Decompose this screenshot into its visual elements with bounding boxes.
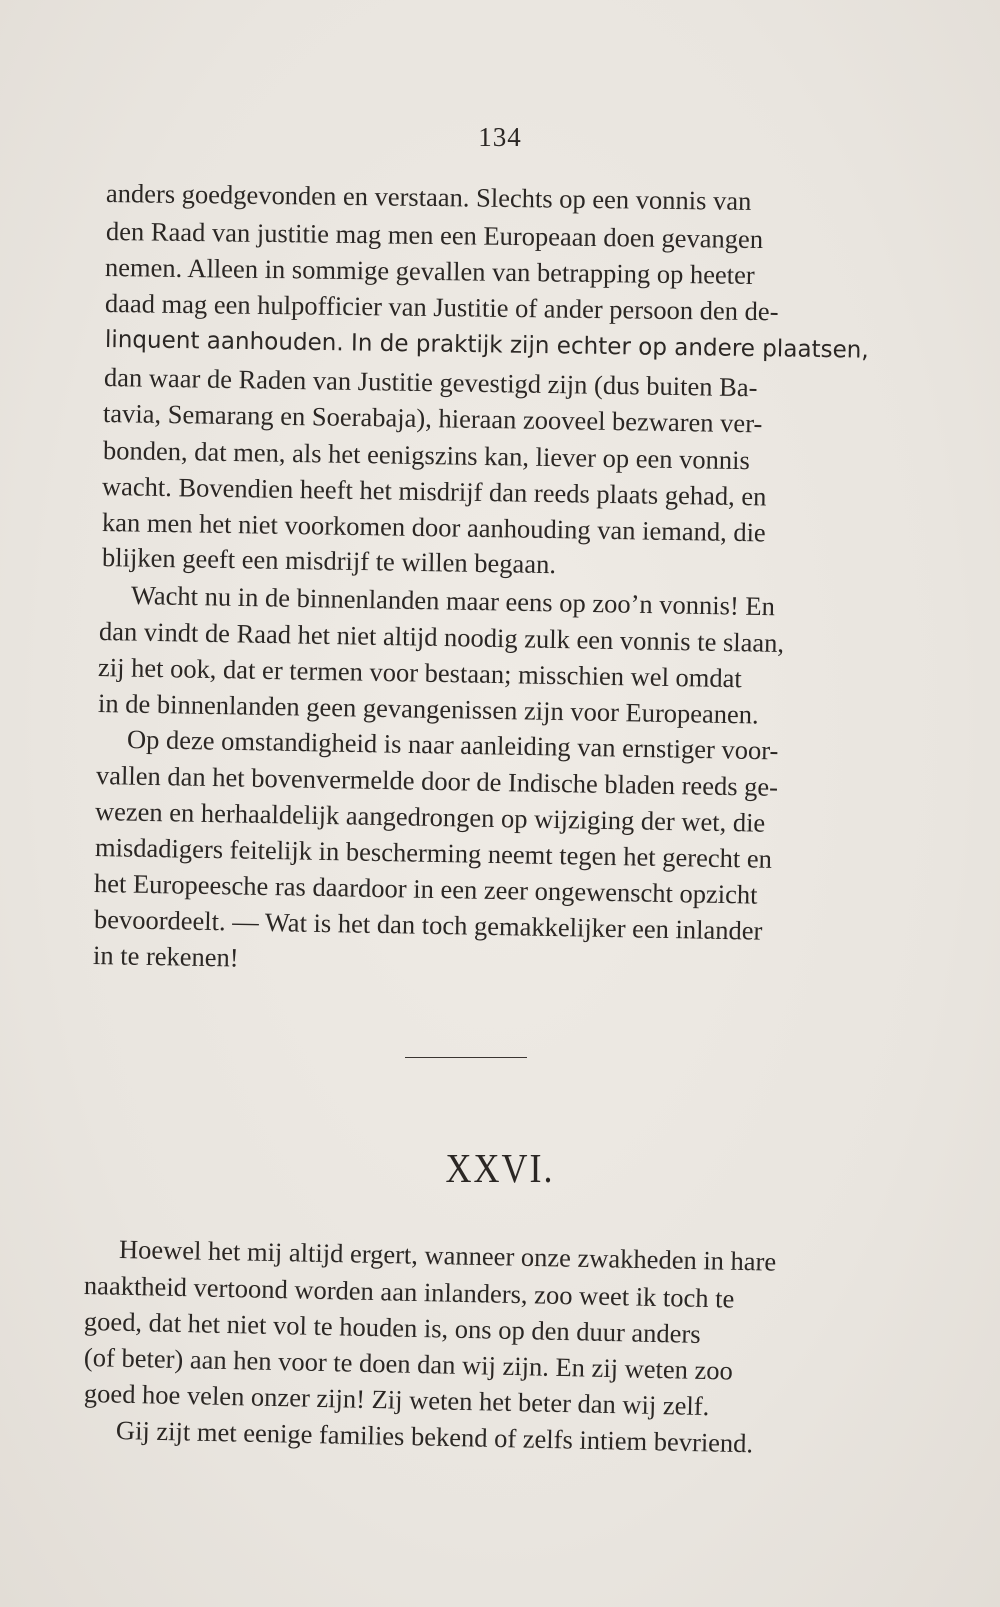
text-line: tavia, Semarang en Soerabaja), hieraan zooveel bezwaren ver- <box>102 398 763 439</box>
text-line: daad mag een hulpofficier van Justitie of ander persoon den de- <box>104 288 779 327</box>
text-line: nemen. Alleen in sommige gevallen van betrapping op heeter <box>104 252 755 290</box>
text-line: bonden, dat men, als het eenigszins kan, liever op een vonnis <box>102 435 751 476</box>
text-line: dan vindt de Raad het niet altijd noodig zulk een vonnis te slaan, <box>98 616 785 658</box>
text-line: naaktheid vertoond worden aan inlanders, zoo weet ik toch te <box>83 1270 735 1314</box>
text-line: goed hoe velen onzer zijn! Zij weten het beter dan wij zelf. <box>83 1378 710 1422</box>
text-line: in te rekenen! <box>92 940 239 973</box>
text-line: Op deze omstandigheid is naar aanleiding van ernstiger voor- <box>126 724 779 766</box>
text-line: blijken geeft een misdrijf te willen begaan. <box>101 542 557 580</box>
text-line: zij het ook, dat er termen voor bestaan; misschien wel omdat <box>97 652 743 694</box>
text-line: dan waar de Raden van Justitie gevestigd zijn (dus buiten Ba- <box>103 362 758 403</box>
text-line: goed, dat het niet vol te houden is, ons op den duur anders <box>83 1306 701 1349</box>
text-line: Gij zijt met eenige families bekend of zelfs intiem bevriend. <box>115 1415 754 1459</box>
text-line: (of beter) aan hen voor te doen dan wij zijn. En zij weten zoo <box>83 1342 734 1386</box>
text-line: kan men het niet voorkomen door aanhouding van iemand, die <box>101 507 766 548</box>
text-line: wacht. Bovendien heeft het misdrijf dan reeds plaats gehad, en <box>101 471 767 512</box>
text-line: Wacht nu in de binnenlanden maar eens op zoo’n vonnis! En <box>130 580 776 622</box>
text-line: linquent aanhouden. In de praktijk zijn echter op andere plaatsen, <box>104 325 869 364</box>
text-line: Hoewel het mij altijd ergert, wanneer onze zwakheden in hare <box>118 1234 777 1277</box>
section-divider <box>405 1057 527 1058</box>
text-line: in de binnenlanden geen gevangenissen zijn voor Europeanen. <box>97 688 759 730</box>
text-line: misdadigers feitelijk in bescherming neemt tegen het gerecht en <box>94 832 773 874</box>
text-line: het Europeesche ras daardoor in een zeer ongewenscht opzicht <box>93 868 758 910</box>
text-line: wezen en herhaaldelijk aangedrongen op wijziging der wet, die <box>94 796 766 838</box>
text-line: den Raad van justitie mag men een Europeaan doen gevangen <box>105 216 764 255</box>
text-line: vallen dan het bovenvermelde door de Indische bladen reeds ge- <box>95 760 779 802</box>
text-line: bevoordeelt. — Wat is het dan toch gemakkelijker een inlander <box>93 904 763 946</box>
chapter-heading: XXVI. <box>445 1145 555 1191</box>
text-line: anders goedgevonden en verstaan. Slechts op een vonnis van <box>105 178 752 216</box>
page-number: 134 <box>478 122 522 152</box>
